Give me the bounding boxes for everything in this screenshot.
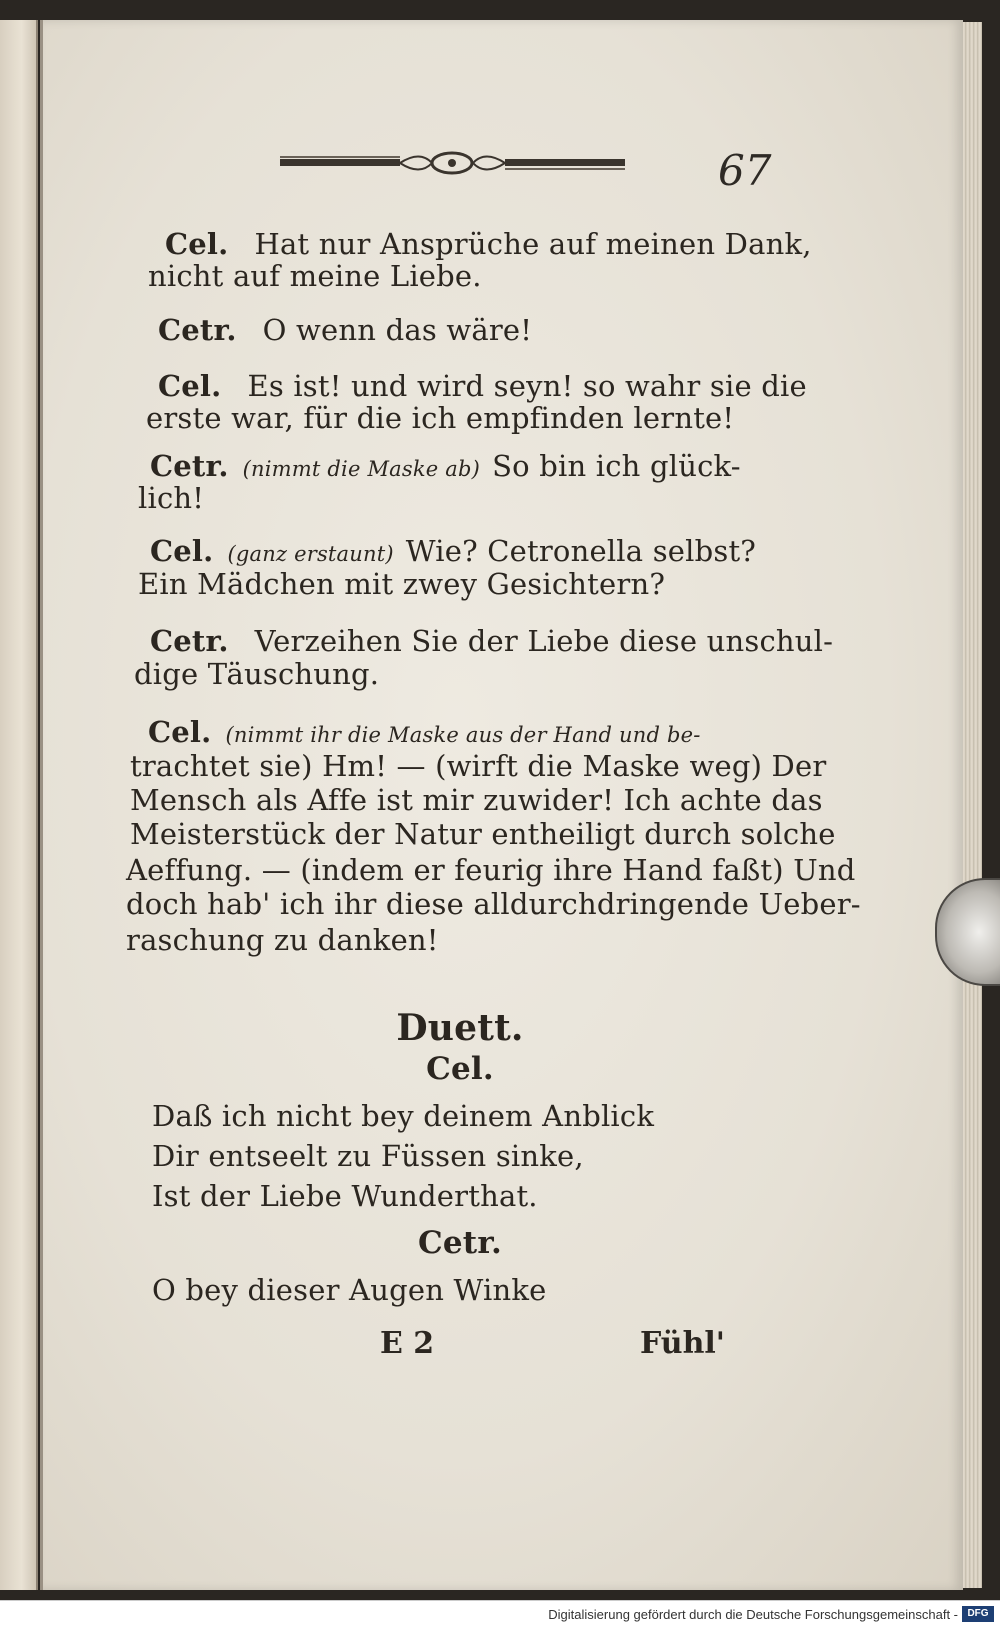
- header-ornament-icon: [280, 148, 625, 178]
- stage-direction: (ganz erstaunt): [227, 542, 394, 566]
- line-text: nicht auf meine Liebe.: [148, 259, 482, 293]
- stage-direction: (nimmt ihr die Maske aus der Hand und be-: [225, 723, 701, 747]
- line-text: doch hab' ich ihr diese alldurchdringende Ueber-: [126, 887, 861, 921]
- text-line: [112, 481, 205, 515]
- signature-mark: E 2: [380, 1326, 435, 1361]
- funding-note: Digitalisierung gefördert durch die Deutsche Forschungsgemeinschaft -: [548, 1607, 958, 1622]
- footer-bar: [0, 1600, 1000, 1628]
- verse-line: Daß ich nicht bey deinem Anblick: [152, 1099, 655, 1133]
- line-text: raschung zu danken!: [126, 923, 439, 957]
- line-text: Mensch als Affe ist mir zuwider! Ich achte das: [130, 783, 823, 817]
- line-text: trachtet sie) Hm! — (wirft die Maske weg) Der: [130, 749, 827, 783]
- text-line: [104, 817, 836, 851]
- line-text: Ein Mädchen mit zwey Gesichtern?: [138, 567, 666, 601]
- text-line: [120, 401, 735, 435]
- text-line: [150, 534, 757, 568]
- text-line: [104, 783, 823, 817]
- text-line: [158, 369, 807, 403]
- text-line: [148, 715, 713, 749]
- line-text: dige Täuschung.: [134, 657, 380, 691]
- text-line: [100, 887, 861, 921]
- line-text: Meisterstück der Natur entheiligt durch solche: [130, 817, 836, 851]
- line-text: Aeffung. — (indem er feurig ihre Hand faßt) Und: [126, 853, 856, 887]
- catchword: Fühl': [640, 1326, 725, 1361]
- speaker-name: Cel.: [165, 227, 229, 261]
- verse-line: Ist der Liebe Wunderthat.: [152, 1179, 538, 1213]
- song-speaker: Cel.: [426, 1051, 494, 1087]
- text-line: [108, 657, 380, 691]
- text-line: [165, 227, 812, 261]
- speaker-name: Cel.: [150, 534, 214, 568]
- dfg-logo-icon: DFG: [962, 1606, 994, 1622]
- verse-line: O bey dieser Augen Winke: [152, 1273, 547, 1307]
- line-text: Wie? Cetronella selbst?: [405, 534, 757, 568]
- text-line: [150, 449, 741, 483]
- text-line: [100, 853, 856, 887]
- text-line: [122, 259, 482, 293]
- stage-direction: (nimmt die Maske ab): [242, 457, 481, 481]
- line-text: So bin ich glück-: [492, 449, 741, 483]
- line-text: erste war, für die ich empfinden lernte!: [146, 401, 735, 435]
- speaker-name: Cetr.: [158, 313, 237, 347]
- speaker-name: Cel.: [148, 715, 212, 749]
- facing-page-edge: [0, 20, 38, 1590]
- page-number: 67: [718, 146, 772, 195]
- verse-line: Dir entseelt zu Füssen sinke,: [152, 1139, 584, 1173]
- line-text: O wenn das wäre!: [262, 313, 533, 347]
- text-line: [104, 749, 827, 783]
- text-line: [112, 567, 666, 601]
- duett-heading: Duett.: [396, 1007, 524, 1049]
- speaker-name: Cetr.: [150, 624, 229, 658]
- line-text: lich!: [138, 481, 205, 515]
- speaker-name: Cetr.: [150, 449, 229, 483]
- line-text: Es ist! und wird seyn! so wahr sie die: [247, 369, 807, 403]
- line-text: Verzeihen Sie der Liebe diese unschul-: [254, 624, 834, 658]
- line-text: Hat nur Ansprüche auf meinen Dank,: [254, 227, 812, 261]
- text-line: [150, 624, 834, 658]
- song-speaker: Cetr.: [418, 1225, 502, 1261]
- speaker-name: Cel.: [158, 369, 222, 403]
- text-line: [100, 923, 439, 957]
- text-line: [158, 313, 533, 347]
